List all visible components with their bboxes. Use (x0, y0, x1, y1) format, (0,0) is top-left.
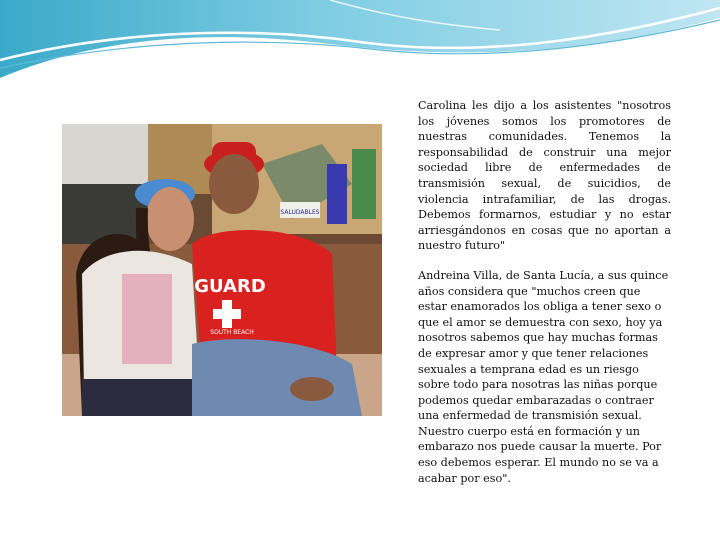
header-wave-decoration (0, 0, 720, 90)
quote-carolina: Carolina les dijo a los asistentes "nosotros los jóvenes somos los promotores de nuestras comunidades. Tenemos la responsabilidad de construir una mejor sociedad libre de enfermedades de transmisión sexual, de suicidios, de violencia intrafamiliar, de las drogas. Debemos formarnos, estudiar y no estar arriesgándonos en cosas que no aportan a nuestro futuro" (418, 99, 671, 253)
text-column (418, 98, 671, 500)
photo-youth-promoters (62, 124, 382, 416)
quote-andreina: Andreina Villa, de Santa Lucía, a sus quince años considera que "muchos creen que estar enamorados los obliga a tener sexo o que el amor se demuestra con sexo, hoy ya nosotros sabemos que hay muchas formas de expresar amor y que tener relaciones sexuales a temprana edad es un riesgo sobre todo para nosotras las niñas porque podemos quedar embarazadas o contraer una enfermedad de transmisión sexual. Nuestro cuerpo está en formación y un embarazo nos puede causar la muerte. Por eso debemos esperar. El mundo no se va a acabar por eso". (418, 268, 669, 485)
shirt-text: GUARD (194, 276, 266, 297)
shirt-subtext: SOUTH BEACH (210, 329, 254, 336)
banner-text: SALUDABLES (280, 209, 320, 216)
